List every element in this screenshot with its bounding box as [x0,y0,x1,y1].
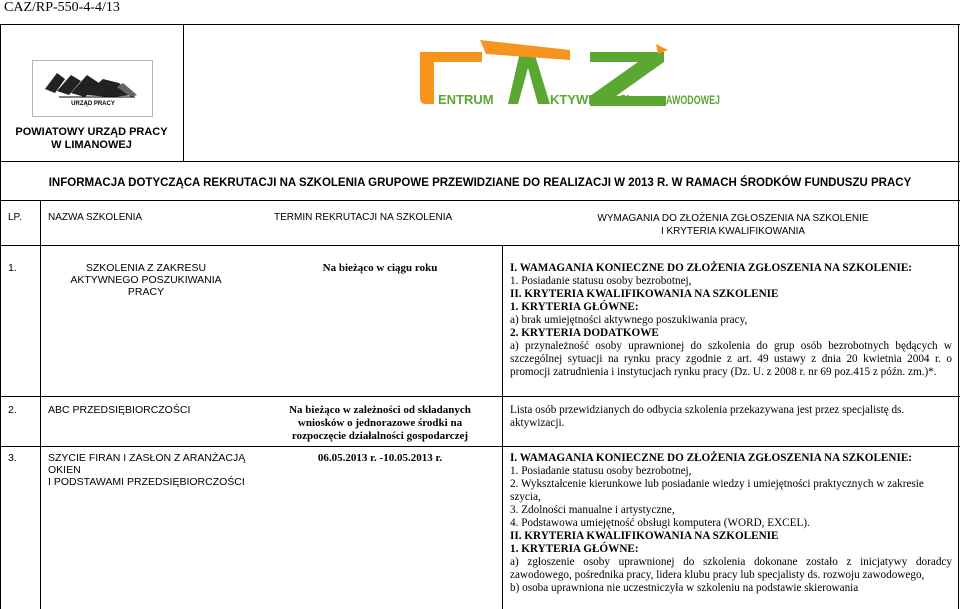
caz-word-3: AWODOWEJ [666,93,720,107]
header-requirements-line-1: WYMAGANIA DO ZŁOŻENIA ZGŁOSZENIA NA SZKOLENIE [597,213,869,224]
recruitment-term-line: Na bieżąco w zależności od składanych [289,404,471,416]
table-border-top [0,24,960,25]
training-name-line: OKIEN [48,464,81,476]
requirement-item: II. KRYTERIA KWALIFIKOWANIA NA SZKOLENIE [510,530,779,542]
caz-word-2: KTYWIZACJI [550,92,630,107]
requirement-item: I. WAMAGANIA KONIECZNE DO ZŁOŻENIA ZGŁOSZENIA NA SZKOLENIE: [510,262,913,274]
requirement-item: a) brak umiejętności aktywnego poszukiwania pracy, [510,314,748,326]
row-number: 3. [8,452,17,464]
requirement-item: 1. Posiadanie statusu osoby bezrobotnej, [510,275,692,287]
training-name-line: PRACY [127,286,165,298]
office-line-2: W LIMANOWEJ [51,139,132,151]
row-number: 1. [8,262,17,274]
row-divider [0,200,960,201]
training-name-line: AKTYWNEGO POSZUKIWANIA [70,274,222,286]
training-name-line: SZYCIE FIRAN I ZASŁON Z ARANŻACJĄ [48,452,246,464]
row-number: 2. [8,404,17,416]
table-border-right [958,24,959,609]
requirement-item: a) zgłoszenie osoby uprawnionej do szkolenia dokonane zostało z inicjatywy doradcy zawodowego, pośrednika pracy, lidera klubu pracy lub specjalisty ds. rozwoju zawodowego, [510,556,952,581]
training-name-line: SZKOLENIA Z ZAKRESU [85,262,207,274]
header-requirements [578,212,888,238]
requirement-item: Lista osób przewidzianych do odbycia szkolenia przekazywana jest przez specjalistę ds. aktywizacji. [510,404,905,429]
training-name [48,262,244,298]
requirement-item: 1. Posiadanie statusu osoby bezrobotnej, [510,465,692,477]
recruitment-term [262,452,498,465]
recruitment-term-line: Na bieżąco w ciągu roku [322,262,438,274]
requirement-item: 1. KRYTERIA GŁÓWNE: [510,543,639,555]
requirement-item: 3. Zdolności manualne i artystyczne, [510,504,675,516]
requirements [510,452,952,595]
row-divider [0,245,960,246]
requirement-item: II. KRYTERIA KWALIFIKOWANIA NA SZKOLENIE [510,288,779,300]
office-name [0,126,183,152]
recruitment-term-line: rozpoczęcie działalności gospodarczej [291,430,469,442]
training-name-line: ABC PRZEDSIĘBIORCZOŚCI [48,404,191,416]
svg-text:URZĄD PRACY: URZĄD PRACY [71,101,115,107]
office-line-1: POWIATOWY URZĄD PRACY [15,126,168,138]
training-name [48,452,268,488]
training-name-line: I PODSTAWAMI PRZEDSIĘBIORCZOŚCI [48,476,245,488]
requirement-item: I. WAMAGANIA KONIECZNE DO ZŁOŻENIA ZGŁOSZENIA NA SZKOLENIE: [510,452,913,464]
info-title: INFORMACJA DOTYCZĄCA REKRUTACJI NA SZKOLENIA GRUPOWE PRZEWIDZIANE DO REALIZACJI W 2013 R. W RAMACH ŚRODKÓW FUNDUSZU PRACY [48,177,912,189]
requirements [510,262,952,379]
recruitment-term-line: 06.05.2013 r. -10.05.2013 r. [317,452,443,464]
requirement-item: 2. KRYTERIA DODATKOWE [510,327,659,339]
caz-logo [420,40,720,115]
header-divider [183,24,184,161]
training-name [48,404,268,416]
column-divider [502,245,503,609]
requirement-item: 2. Wykształcenie kierunkowe lub posiadanie wiedzy i umiejętności praktycznych w zakresie szycia, [510,478,924,503]
header-term: TERMIN REKRUTACJI NA SZKOLENIA [274,212,453,223]
document-code: CAZ/RP-550-4-4/13 [4,0,120,15]
requirement-item: a) przynależność osoby uprawnionej do szkolenia do grup osób bezrobotnych będących w szczególnej sytuacji na rynku pracy zgodnie z art. 49 ustawy z dnia 20 kwietnia 2004 r. o promocji zatrudnienia i instytucjach rynku pracy (Dz. U. z 2008 r. nr 69 poz.415 z późn. zm.)*. [510,340,952,378]
header-requirements-line-2: I KRYTERIA KWALIFIKOWANIA [660,226,806,237]
row-divider [0,446,960,447]
column-divider [40,200,41,609]
requirement-item: b) osoba uprawniona nie uczestniczyła w szkoleniu na podstawie skierowania [510,582,859,594]
recruitment-term-line: wniosków o jednorazowe środki na [297,417,463,429]
recruitment-term [262,262,498,275]
requirements [510,404,952,430]
recruitment-term [262,404,498,443]
requirement-item: 1. KRYTERIA GŁÓWNE: [510,301,639,313]
table-border-left [0,24,1,609]
header-lp: LP. [8,212,22,223]
urzad-pracy-logo [32,60,153,117]
row-divider [0,161,960,162]
row-divider [0,396,960,397]
header-name: NAZWA SZKOLENIA [48,212,143,223]
caz-word-1: ENTRUM [438,92,494,107]
requirement-item: 4. Podstawowa umiejętność obsługi komputera (WORD, EXCEL). [510,517,810,529]
